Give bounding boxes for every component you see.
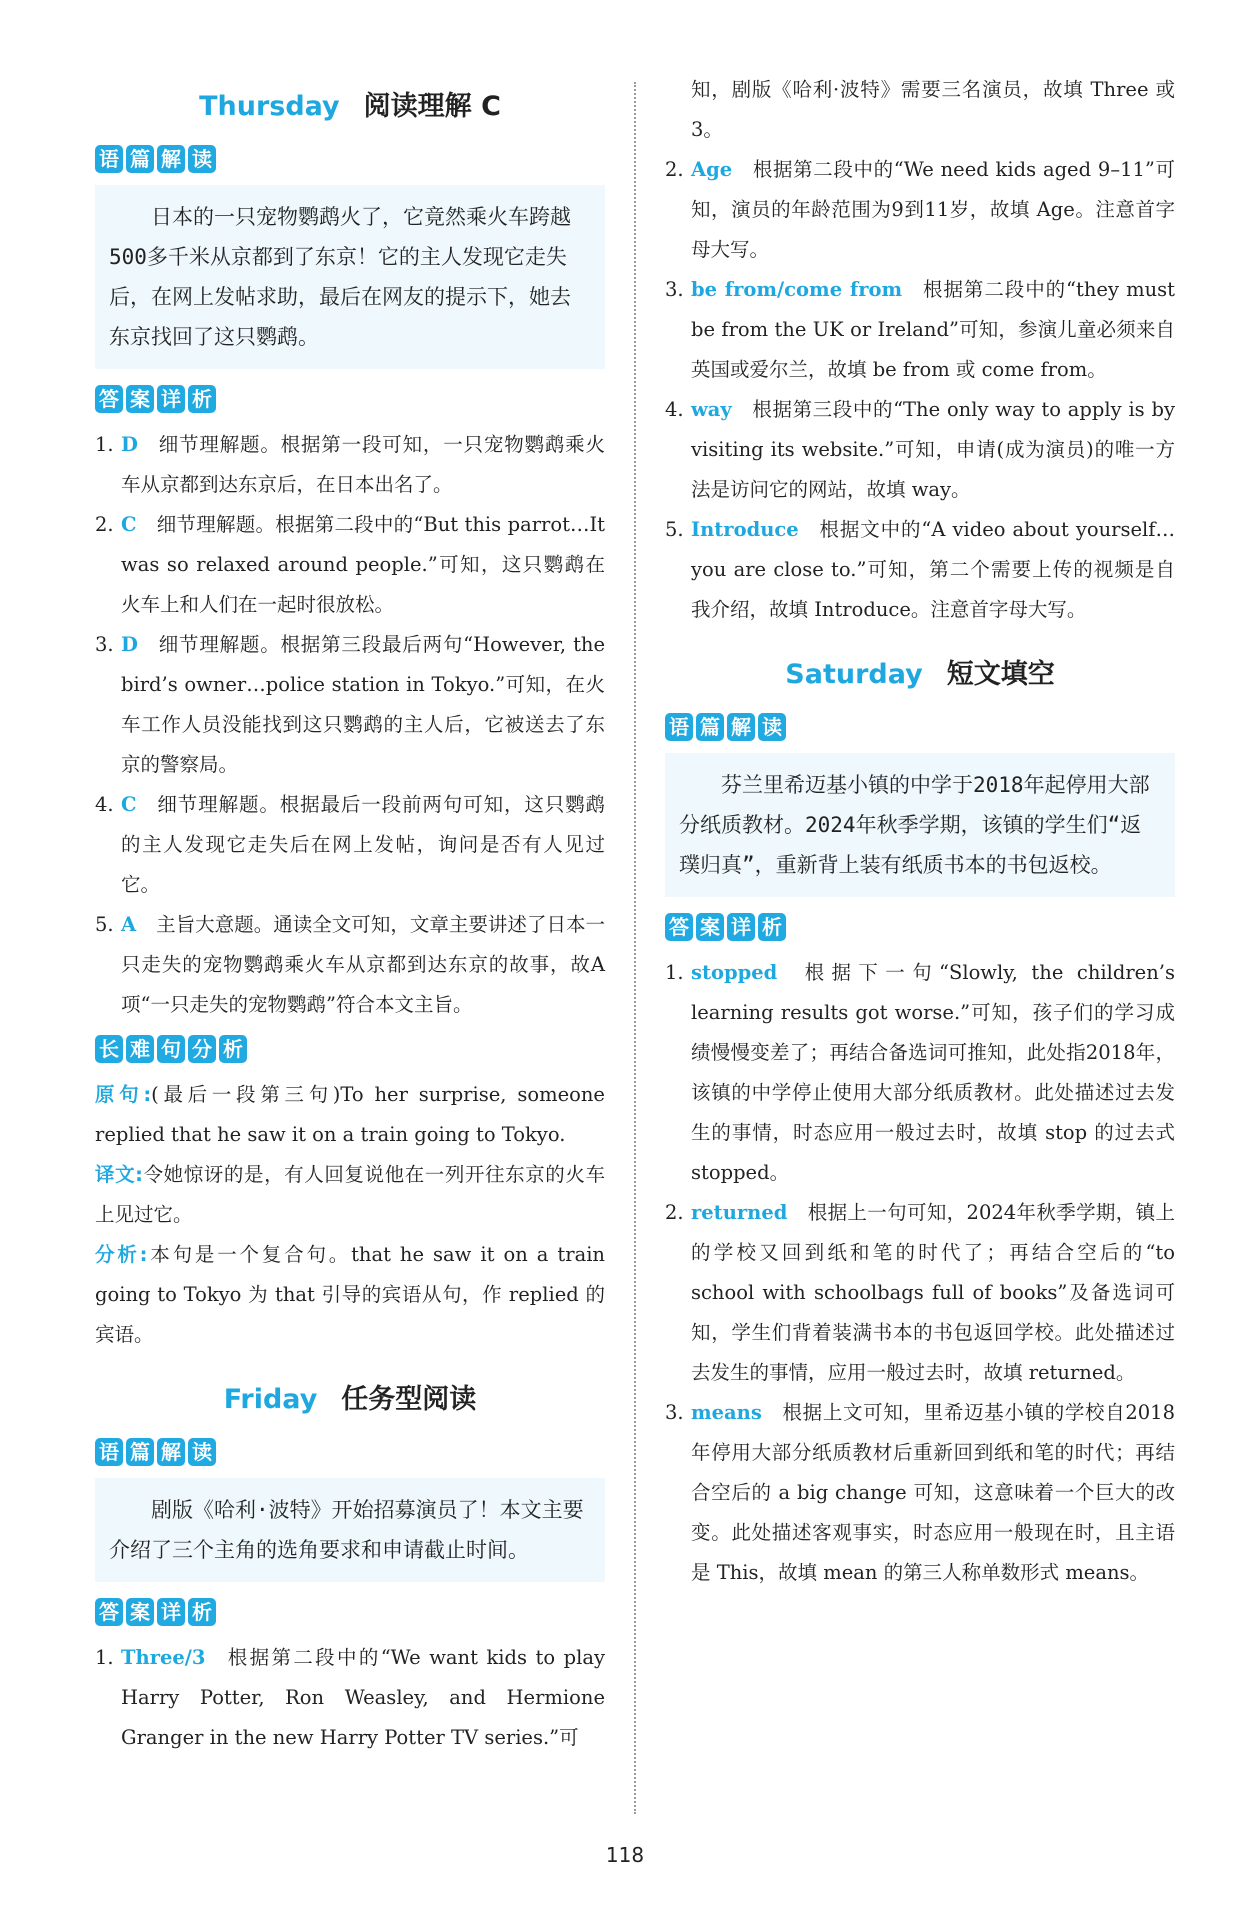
- list-item: 4. way 根据第三段中的“The only way to apply is by visiting its website.”可知，申请(成为演员)的唯一方法是访问它的网站，故填 way。: [665, 398, 1175, 501]
- page-number: 118: [605, 1843, 645, 1867]
- original-sentence: 原句:(最后一段第三句)To her surprise, someone replied that he saw it on a train going to Tokyo.: [95, 1083, 605, 1146]
- saturday-title-zh: 短文填空: [946, 659, 1055, 690]
- friday-item1-continued: 知，剧版《哈利·波特》需要三名演员，故填 Three 或 3。: [691, 78, 1175, 141]
- summary-tag: 语 篇 解 读: [95, 145, 605, 173]
- friday-title-en: Friday: [223, 1384, 318, 1415]
- list-item: 3. means 根据上文可知，里希迈基小镇的学校自2018年停用大部分纸质教材后重新回到纸和笔的时代；再结合空后的 a big change 可知，这意味着一个巨大的改变。此处描述客观事实，时态应用一般现在时，且主语是 This，故填 mean 的第三人称单数形式 means。: [665, 1401, 1175, 1584]
- friday-title-zh: 任务型阅读: [341, 1384, 477, 1415]
- friday-answer-list: [95, 1638, 605, 1758]
- answers-tag: 答 案 详 析: [665, 913, 1175, 941]
- thursday-summary: 日本的一只宠物鹦鹉火了，它竟然乘火车跨越500多千米从京都到了东京！它的主人发现它走失后，在网上发帖求助，最后在网友的提示下，她去东京找回了这只鹦鹉。: [95, 185, 605, 369]
- saturday-answer-list: [665, 953, 1175, 1593]
- list-item: 2. C 细节理解题。根据第二段中的“But this parrot…It was so relaxed around people.”可知，这只鹦鹉在火车上和人们在一起时很放松。: [95, 513, 605, 616]
- saturday-title: [665, 652, 1175, 691]
- thursday-title-zh: 阅读理解 C: [363, 91, 501, 122]
- list-item: 5. Introduce 根据文中的“A video about yourself…you are close to.”可知，第二个需要上传的视频是自我介绍，故填 Introduce。注意首字母大写。: [665, 518, 1175, 621]
- summary-tag: 语 篇 解 读: [95, 1438, 605, 1466]
- list-item: 2. Age 根据第二段中的“We need kids aged 9–11”可知，演员的年龄范围为9到11岁，故填 Age。注意首字母大写。: [665, 158, 1175, 261]
- thursday-title-en: Thursday: [199, 91, 340, 122]
- friday-summary: 剧版《哈利·波特》开始招募演员了！本文主要介绍了三个主角的选角要求和申请截止时间。: [95, 1478, 605, 1582]
- saturday-title-en: Saturday: [785, 659, 923, 690]
- right-column: [665, 70, 1175, 1593]
- list-item: 5. A 主旨大意题。通读全文可知，文章主要讲述了日本一只走失的宠物鹦鹉乘火车从京都到达东京的故事，故A项“一只走失的宠物鹦鹉”符合本文主旨。: [95, 913, 605, 1016]
- left-column: [95, 70, 605, 1758]
- translation: 译文:令她惊讶的是，有人回复说他在一列开往东京的火车上见过它。: [95, 1163, 605, 1226]
- saturday-summary: 芬兰里希迈基小镇的中学于2018年起停用大部分纸质教材。2024年秋季学期，该镇的学生们“返璞归真”，重新背上装有纸质书本的书包返校。: [665, 753, 1175, 897]
- list-item: 4. C 细节理解题。根据最后一段前两句可知，这只鹦鹉的主人发现它走失后在网上发帖，询问是否有人见过它。: [95, 793, 605, 896]
- analysis: 分析:本句是一个复合句。that he saw it on a train going to Tokyo 为 that 引导的宾语从句，作 replied 的宾语。: [95, 1243, 605, 1346]
- list-item: 1. Three/3 根据第二段中的“We want kids to play Harry Potter, Ron Weasley, and Hermione Granger in the new Harry Potter TV series.”可: [95, 1646, 605, 1749]
- long-sentence-tag: 长 难 句 分 析: [95, 1035, 605, 1063]
- answers-tag: 答 案 详 析: [95, 1598, 605, 1626]
- column-divider: [634, 82, 636, 1814]
- thursday-title: [95, 84, 605, 123]
- thursday-answer-list: [95, 425, 605, 1025]
- summary-tag: 语 篇 解 读: [665, 713, 1175, 741]
- list-item: 2. returned 根据上一句可知，2024年秋季学期，镇上的学校又回到纸和笔的时代了；再结合空后的“to school with schoolbags full of books”及备选词可知，学生们背着装满书本的书包返回学校。此处描述过去发生的事情，应用一般过去时，故填 returned。: [665, 1201, 1175, 1384]
- list-item: 1. D 细节理解题。根据第一段可知，一只宠物鹦鹉乘火车从京都到达东京后，在日本出名了。: [95, 433, 605, 496]
- friday-answer-list-cont: [665, 150, 1175, 630]
- list-item: 3. D 细节理解题。根据第三段最后两句“However, the bird’s owner…police station in Tokyo.”可知，在火车工作人员没能找到这只鹦鹉的主人后，它被送去了东京的警察局。: [95, 633, 605, 776]
- friday-title: [95, 1377, 605, 1416]
- list-item: 3. be from/come from 根据第二段中的“they must be from the UK or Ireland”可知，参演儿童必须来自英国或爱尔兰，故填 be from 或 come from。: [665, 278, 1175, 381]
- list-item: 1. stopped 根据下一句“Slowly, the children’s learning results got worse.”可知，孩子们的学习成绩慢慢变差了；再结合备选词可推知，此处指2018年，该镇的中学停止使用大部分纸质教材。此处描述过去发生的事情，时态应用一般过去时，故填 stop 的过去式 stopped。: [665, 961, 1175, 1184]
- answers-tag: 答 案 详 析: [95, 385, 605, 413]
